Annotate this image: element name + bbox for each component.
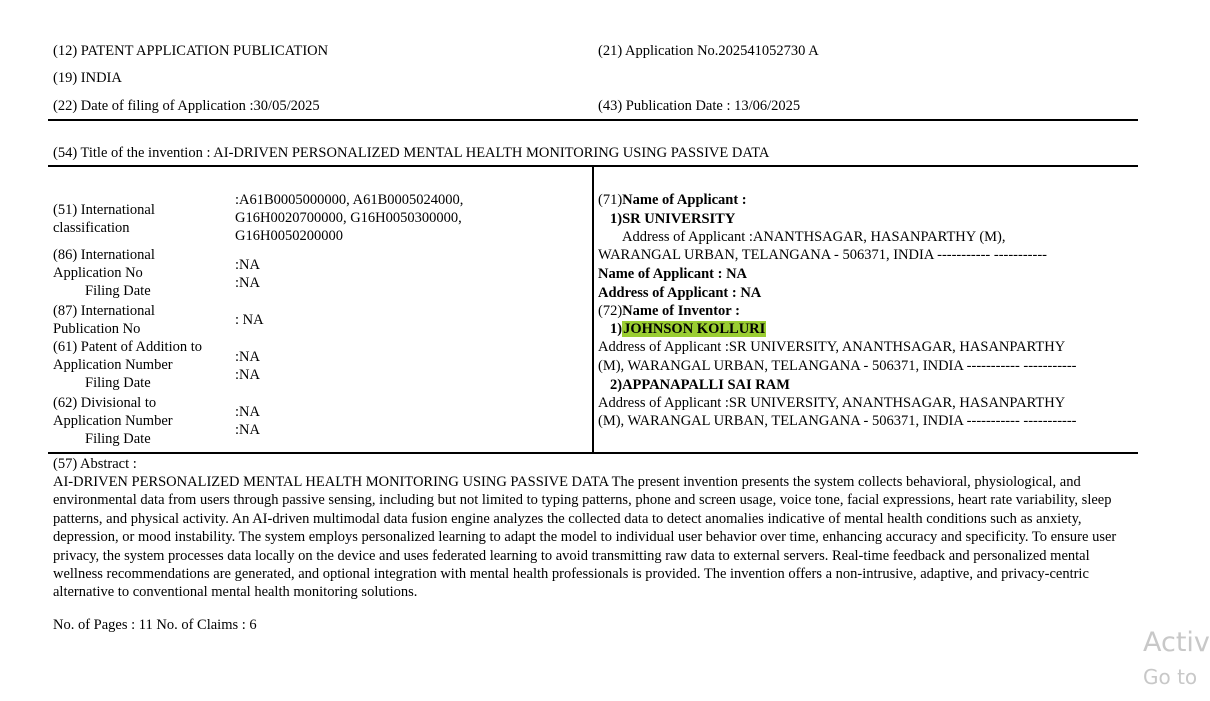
intl-application-value: :NA :NA — [235, 257, 260, 291]
patent-of-addition-value: :NA :NA — [235, 349, 260, 383]
inventor-1-highlighted-name: JOHNSON KOLLURI — [623, 321, 766, 337]
abstract-label: (57) Abstract : — [53, 456, 137, 472]
inventor-1-address-1: Address of Applicant :SR UNIVERSITY, ANANTHSAGAR, HASANPARTHY — [598, 339, 1066, 355]
pages-claims: No. of Pages : 11 No. of Claims : 6 — [53, 617, 257, 633]
column-divider — [592, 167, 594, 453]
header-divider — [48, 119, 1138, 121]
applicant-address-na: Address of Applicant : NA — [598, 285, 762, 301]
inventor-1-address-2: (M), WARANGAL URBAN, TELANGANA - 506371, INDIA ----------- ----------- — [598, 358, 1077, 374]
invention-title: (54) Title of the invention : AI-DRIVEN PERSONALIZED MENTAL HEALTH MONITORING USING PASSIVE DATA — [53, 145, 770, 161]
intl-application-label: (86) International Application No Filing Date — [53, 247, 155, 299]
intl-class-label: (51) International classification — [53, 202, 155, 236]
activation-watermark-subtitle: Go to — [1143, 665, 1198, 689]
intl-class-value: :A61B0005000000, A61B0005024000, G16H0020700000, G16H0050300000, G16H0050200000 — [235, 192, 464, 244]
application-number: (21) Application No.202541052730 A — [598, 43, 819, 59]
country: (19) INDIA — [53, 70, 122, 86]
filing-date: (22) Date of filing of Application :30/05/2025 — [53, 98, 320, 114]
applicant-name: 1)SR UNIVERSITY — [610, 211, 736, 227]
patent-of-addition-label: (61) Patent of Addition to Application Number Filing Date — [53, 339, 203, 391]
abstract-text: AI-DRIVEN PERSONALIZED MENTAL HEALTH MONITORING USING PASSIVE DATA The present invention presents the system collects behavioral, physiological, and environmental data from users through passive sensing, including but not limited to typing patterns, phone and screen usage, voice tone, facial expressions, heart rate variability, sleep patterns, and physical activity. An AI-driven multimodal data fusion engine analyzes the collected data to detect anomalies indicative of mental health conditions such as anxiety, depression, or mood instability. The system employs personalized learning to adapt the model to individual user behavior over time, enhancing accuracy and specificity. To ensure user privacy, the system processes data locally on the device and uses federated learning to avoid transmitting raw data to external servers. Real-time feedback and personalized mental wellness recommendations are generated, and optional integration with mental health professionals is provided. The invention offers a non-intrusive, adaptive, and privacy-centric alternative to conventional mental health monitoring solutions. — [53, 474, 1117, 601]
applicant-address-1: Address of Applicant :ANANTHSAGAR, HASANPARTHY (M), — [622, 229, 1006, 245]
inventor-2: 2)APPANAPALLI SAI RAM — [610, 377, 790, 393]
inventor-heading: (72)Name of Inventor : — [598, 303, 740, 319]
publication-date: (43) Publication Date : 13/06/2025 — [598, 98, 801, 114]
table-bottom-divider — [48, 452, 1138, 454]
applicant-name-na: Name of Applicant : NA — [598, 266, 748, 282]
divisional-value: :NA :NA — [235, 404, 260, 438]
intl-publication-label: (87) International Publication No — [53, 303, 155, 337]
inventor-2-address-2: (M), WARANGAL URBAN, TELANGANA - 506371, INDIA ----------- ----------- — [598, 413, 1077, 429]
intl-publication-value: : NA — [235, 312, 264, 328]
divisional-label: (62) Divisional to Application Number Filing Date — [53, 395, 173, 447]
publication-type: (12) PATENT APPLICATION PUBLICATION — [53, 43, 329, 59]
inventor-1: 1)JOHNSON KOLLURI — [610, 321, 766, 337]
applicant-heading: (71)Name of Applicant : — [598, 192, 747, 208]
inventor-2-address-1: Address of Applicant :SR UNIVERSITY, ANANTHSAGAR, HASANPARTHY — [598, 395, 1066, 411]
applicant-address-2: WARANGAL URBAN, TELANGANA - 506371, INDIA ----------- ----------- — [598, 247, 1047, 263]
activation-watermark-title: Activ — [1143, 627, 1210, 658]
